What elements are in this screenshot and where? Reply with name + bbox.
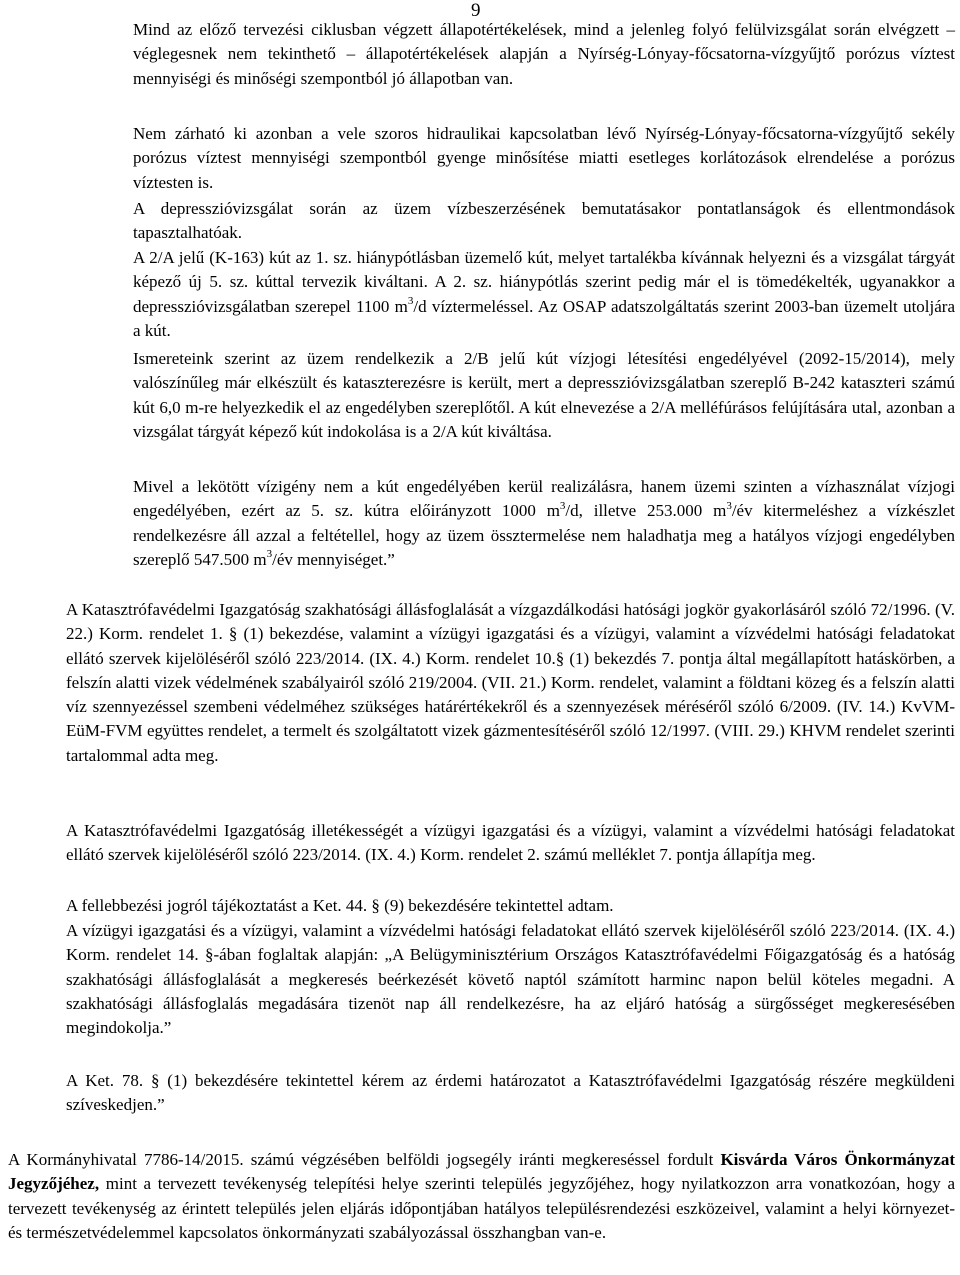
paragraph-water-demand: Mivel a lekötött vízigény nem a kút engedélyében kerül realizálásra, hanem üzemi szinten a vízhasználat vízjogi engedélyében, ezért az 5. sz. kútra előirányzott 1000 $m^3/d$, illetve 253.000 $m^3/év$ kitermeléshez a vízkészlet rendelkezésre áll azzal a feltétellel, hogy az üzem össztermelése nem haladhatja meg a hatályos vízjogi engedélyben szereplő 547.500 $m^3/év$ mennyiséget.”: [133, 477, 955, 569]
paragraph-legal-assistance: A Kormányhivatal 7786-14/2015. számú végzésében belföldi jogsegély iránti megkereséssel fordult Kisvárda Város Önkormányzat Jegyzőjéhez, mint a tervezett tevékenység telepítési helye szerinti település jegyzőjéhez, hogy nyilatkozzon arra vonatkozóan, hogy a tervezett tevékenység az érintett település jelen eljárás időpontjában hatályos településrendezési eszközeivel, valamint a helyi környezet- és természetvédelemmel kapcsolatos önkormányzati szabályozással összhangban van-e.: [8, 1150, 955, 1242]
paragraph-deadline-quote: A vízügyi igazgatási és a vízügyi, valamint a vízvédelmi hatósági feladatokat ellátó szervek kijelöléséről szóló 223/2014. (IX. 4.) Korm. rendelet 14. §-ában foglaltak alapján: „A Belügyminisztérium Országos Katasztrófavédelmi Főigazgatóság és a hatóság szakhatósági állásfoglalását a megkeresés beérkezését követő naptól számított harminc napon belül köteles megadni. A szakhatósági állásfoglalás megadására tizenöt nap áll rendelkezésre, ha az eljáró hatóság a sürgősséget megkeresésében megindokolja.”: [66, 921, 955, 1038]
paragraph-depression-survey: A depresszióvizsgálat során az üzem vízbeszerzésének bemutatásakor pontatlanságok és ellentmondások tapasztalhatóak.: [133, 199, 955, 243]
paragraph-status: Mind az előző tervezési ciklusban végzett állapotértékelések, mind a jelenleg folyó felülvizsgálat során elvégzett – véglegesnek nem tekinthető – állapotértékelések alapján a Nyírség-Lónyay-főcsatorna-vízgyűjtő porózus víztest mennyiségi és minőségi szempontból jó állapotban van.: [133, 20, 955, 88]
paragraph-well-2b: Ismereteink szerint az üzem rendelkezik a 2/B jelű kút vízjogi létesítési engedélyével (2092-15/2014), mely valószínűleg már elkészült és kataszterezésre is került, mert a depresszióvizsgálatban szereplő B-242 kataszteri számú kút 6,0 m-re helyezkedik el az engedélyben szereplőtől. A kút elnevezése a 2/A melléfúrásos felújítására utal, azonban a vizsgálat tárgyát képező kút indokolása is a 2/A kút kiváltása.: [133, 349, 955, 441]
paragraph-request: A Ket. 78. § (1) bekezdésére tekintettel kérem az érdemi határozatot a Katasztrófavédelmi Igazgatóság részére megküldeni szíveskedjen.”: [66, 1071, 955, 1115]
paragraph-authority-opinion: A Katasztrófavédelmi Igazgatóság szakhatósági állásfoglalását a vízgazdálkodási hatósági jogkör gyakorlásáról szóló 72/1996. (V. 22.) Korm. rendelet 1. § (1) bekezdése, valamint a vízügyi igazgatási és a vízügyi, valamint a vízvédelmi hatósági feladatokat ellátó szervek kijelöléséről szóló 223/2014. (IX. 4.) Korm. rendelet 10.§ (1) bekezdés 7. pontja által megállapított hatáskörben, a felszín alatti vizek védelmének szabályairól szóló 219/2004. (VII. 21.) Korm. rendelet, valamint a földtani közeg és a felszín alatti víz szennyezéssel szembeni védelméhez szükséges határértékekről és a szennyezések méréséről szóló 6/2009. (IV. 14.) KvVM-EüM-FVM együttes rendelet, a termelt és szolgáltatott vizek gázmentesítéséről szóló 12/1997. (VIII. 29.) KHVM rendelet szerinti tartalommal adta meg.: [66, 600, 955, 765]
paragraph-appeal: A fellebbezési jogról tájékoztatást a Ket. 44. § (9) bekezdésére tekintettel adtam.: [66, 896, 614, 915]
paragraph-limitation: Nem zárható ki azonban a vele szoros hidraulikai kapcsolatban lévő Nyírség-Lónyay-főcsatorna-vízgyűjtő sekély porózus víztest mennyiségi szempontból gyenge minősítése miatti esetleges korlátozások elrendelése a porózus víztesten is.: [133, 124, 955, 192]
page-number: 9: [471, 0, 481, 21]
paragraph-jurisdiction: A Katasztrófavédelmi Igazgatóság illetékességét a vízügyi igazgatási és a vízügyi, valamint a vízvédelmi hatósági feladatokat ellátó szervek kijelöléséről szóló 223/2014. (IX. 4.) Korm. rendelet 2. számú melléklet 7. pontja állapítja meg.: [66, 821, 955, 865]
addressee-name: Kisvárda Város Önkormányzat Jegyzőjéhez,: [8, 1150, 955, 1194]
paragraph-well-2a: A 2/A jelű (K-163) kút az 1. sz. hiánypótlásban üzemelő kút, melyet tartalékba kívánnak helyezni és a vizsgálat tárgyát képező új 5. sz. kúttal tervezik kiváltani. A 2. sz. hiánypótlás szerint pedig már el is tömedékelték, ugyanakkor a depresszióvizsgálatban szerepel 1100 $m^3/d$ víztermeléssel. Az OSAP adatszolgáltatás szerint 2003-ban üzemelt utoljára a kút.: [133, 248, 955, 340]
